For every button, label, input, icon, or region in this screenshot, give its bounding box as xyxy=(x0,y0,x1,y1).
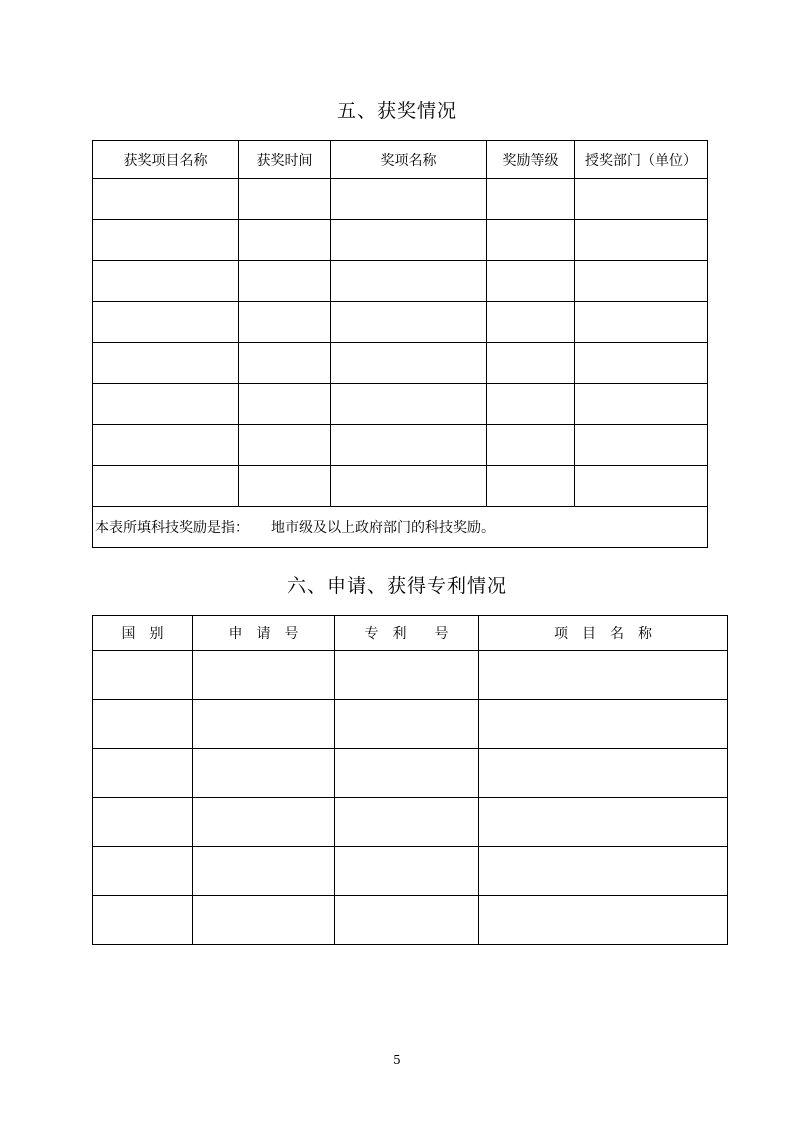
awards-cell-award-time[interactable] xyxy=(239,179,331,220)
awards-cell-award-name[interactable] xyxy=(331,261,487,302)
awards-cell-award-level[interactable] xyxy=(487,220,575,261)
patents-cell-application-number[interactable] xyxy=(193,798,335,847)
patents-cell-country[interactable] xyxy=(93,700,193,749)
table-row xyxy=(93,466,708,507)
awards-cell-project-name[interactable] xyxy=(93,220,239,261)
patents-header-country: 国 别 xyxy=(93,616,193,651)
awards-header-row xyxy=(93,141,708,179)
table-row xyxy=(93,425,708,466)
awards-cell-award-time[interactable] xyxy=(239,261,331,302)
patents-cell-country[interactable] xyxy=(93,896,193,945)
table-row xyxy=(93,179,708,220)
table-row xyxy=(93,220,708,261)
table-row xyxy=(93,384,708,425)
awards-cell-award-name[interactable] xyxy=(331,466,487,507)
patents-cell-country[interactable] xyxy=(93,651,193,700)
table-row xyxy=(93,261,708,302)
awards-cell-award-level[interactable] xyxy=(487,343,575,384)
awards-cell-project-name[interactable] xyxy=(93,466,239,507)
patents-header-patent-number: 专 利 号 xyxy=(335,616,479,651)
awards-table xyxy=(92,140,708,548)
table-row xyxy=(93,847,728,896)
patents-cell-application-number[interactable] xyxy=(193,651,335,700)
awards-cell-awarding-dept[interactable] xyxy=(575,384,708,425)
patents-cell-project-name[interactable] xyxy=(479,749,728,798)
awards-header-award-name: 奖项名称 xyxy=(331,141,487,179)
table-row xyxy=(93,651,728,700)
awards-header-award-level: 奖励等级 xyxy=(487,141,575,179)
patents-cell-country[interactable] xyxy=(93,749,193,798)
awards-cell-project-name[interactable] xyxy=(93,261,239,302)
page-number: 5 xyxy=(393,1053,401,1067)
awards-cell-award-time[interactable] xyxy=(239,220,331,261)
awards-section-title: 五、获奖情况 xyxy=(336,100,457,122)
awards-cell-project-name[interactable] xyxy=(93,343,239,384)
awards-note-cell xyxy=(93,507,708,548)
patents-cell-application-number[interactable] xyxy=(193,847,335,896)
awards-header-project-name: 获奖项目名称 xyxy=(93,141,239,179)
table-row xyxy=(93,798,728,847)
table-row xyxy=(93,302,708,343)
awards-cell-award-time[interactable] xyxy=(239,343,331,384)
patents-cell-patent-number[interactable] xyxy=(335,749,479,798)
awards-cell-project-name[interactable] xyxy=(93,384,239,425)
awards-note-row xyxy=(93,507,708,548)
patents-cell-patent-number[interactable] xyxy=(335,847,479,896)
patents-cell-patent-number[interactable] xyxy=(335,798,479,847)
awards-cell-project-name[interactable] xyxy=(93,302,239,343)
awards-cell-awarding-dept[interactable] xyxy=(575,220,708,261)
patents-section-title: 六、申请、获得专利情况 xyxy=(286,575,507,597)
patents-cell-project-name[interactable] xyxy=(479,798,728,847)
awards-header-award-time: 获奖时间 xyxy=(239,141,331,179)
patents-cell-application-number[interactable] xyxy=(193,896,335,945)
awards-header-awarding-dept: 授奖部门（单位） xyxy=(575,141,708,179)
awards-cell-award-time[interactable] xyxy=(239,466,331,507)
table-row xyxy=(93,896,728,945)
patents-table xyxy=(92,615,728,945)
patents-cell-patent-number[interactable] xyxy=(335,896,479,945)
patents-header-application-number: 申 请 号 xyxy=(193,616,335,651)
patents-cell-patent-number[interactable] xyxy=(335,700,479,749)
awards-cell-awarding-dept[interactable] xyxy=(575,343,708,384)
table-row xyxy=(93,700,728,749)
table-row xyxy=(93,343,708,384)
awards-cell-award-level[interactable] xyxy=(487,261,575,302)
awards-cell-award-name[interactable] xyxy=(331,425,487,466)
awards-cell-award-level[interactable] xyxy=(487,302,575,343)
patents-header-row xyxy=(93,616,728,651)
patents-cell-country[interactable] xyxy=(93,847,193,896)
awards-cell-award-level[interactable] xyxy=(487,384,575,425)
patents-cell-project-name[interactable] xyxy=(479,896,728,945)
awards-cell-award-level[interactable] xyxy=(487,425,575,466)
awards-note-text: 地市级及以上政府部门的科技奖励。 xyxy=(271,520,495,536)
patents-cell-application-number[interactable] xyxy=(193,700,335,749)
patents-cell-patent-number[interactable] xyxy=(335,651,479,700)
patents-cell-application-number[interactable] xyxy=(193,749,335,798)
awards-cell-awarding-dept[interactable] xyxy=(575,179,708,220)
awards-note-label: 本表所填科技奖励是指： xyxy=(95,520,249,536)
patents-cell-project-name[interactable] xyxy=(479,651,728,700)
awards-cell-award-time[interactable] xyxy=(239,425,331,466)
awards-cell-award-name[interactable] xyxy=(331,343,487,384)
table-row xyxy=(93,749,728,798)
awards-cell-project-name[interactable] xyxy=(93,425,239,466)
awards-cell-awarding-dept[interactable] xyxy=(575,466,708,507)
awards-cell-award-name[interactable] xyxy=(331,220,487,261)
awards-cell-project-name[interactable] xyxy=(93,179,239,220)
awards-cell-award-name[interactable] xyxy=(331,302,487,343)
patents-cell-project-name[interactable] xyxy=(479,700,728,749)
awards-cell-award-level[interactable] xyxy=(487,466,575,507)
patents-cell-project-name[interactable] xyxy=(479,847,728,896)
awards-cell-award-level[interactable] xyxy=(487,179,575,220)
patents-header-project-name: 项 目 名 称 xyxy=(479,616,728,651)
awards-cell-awarding-dept[interactable] xyxy=(575,425,708,466)
awards-cell-award-time[interactable] xyxy=(239,384,331,425)
awards-cell-award-name[interactable] xyxy=(331,384,487,425)
awards-cell-award-name[interactable] xyxy=(331,179,487,220)
awards-cell-awarding-dept[interactable] xyxy=(575,261,708,302)
awards-cell-award-time[interactable] xyxy=(239,302,331,343)
awards-cell-awarding-dept[interactable] xyxy=(575,302,708,343)
patents-cell-country[interactable] xyxy=(93,798,193,847)
